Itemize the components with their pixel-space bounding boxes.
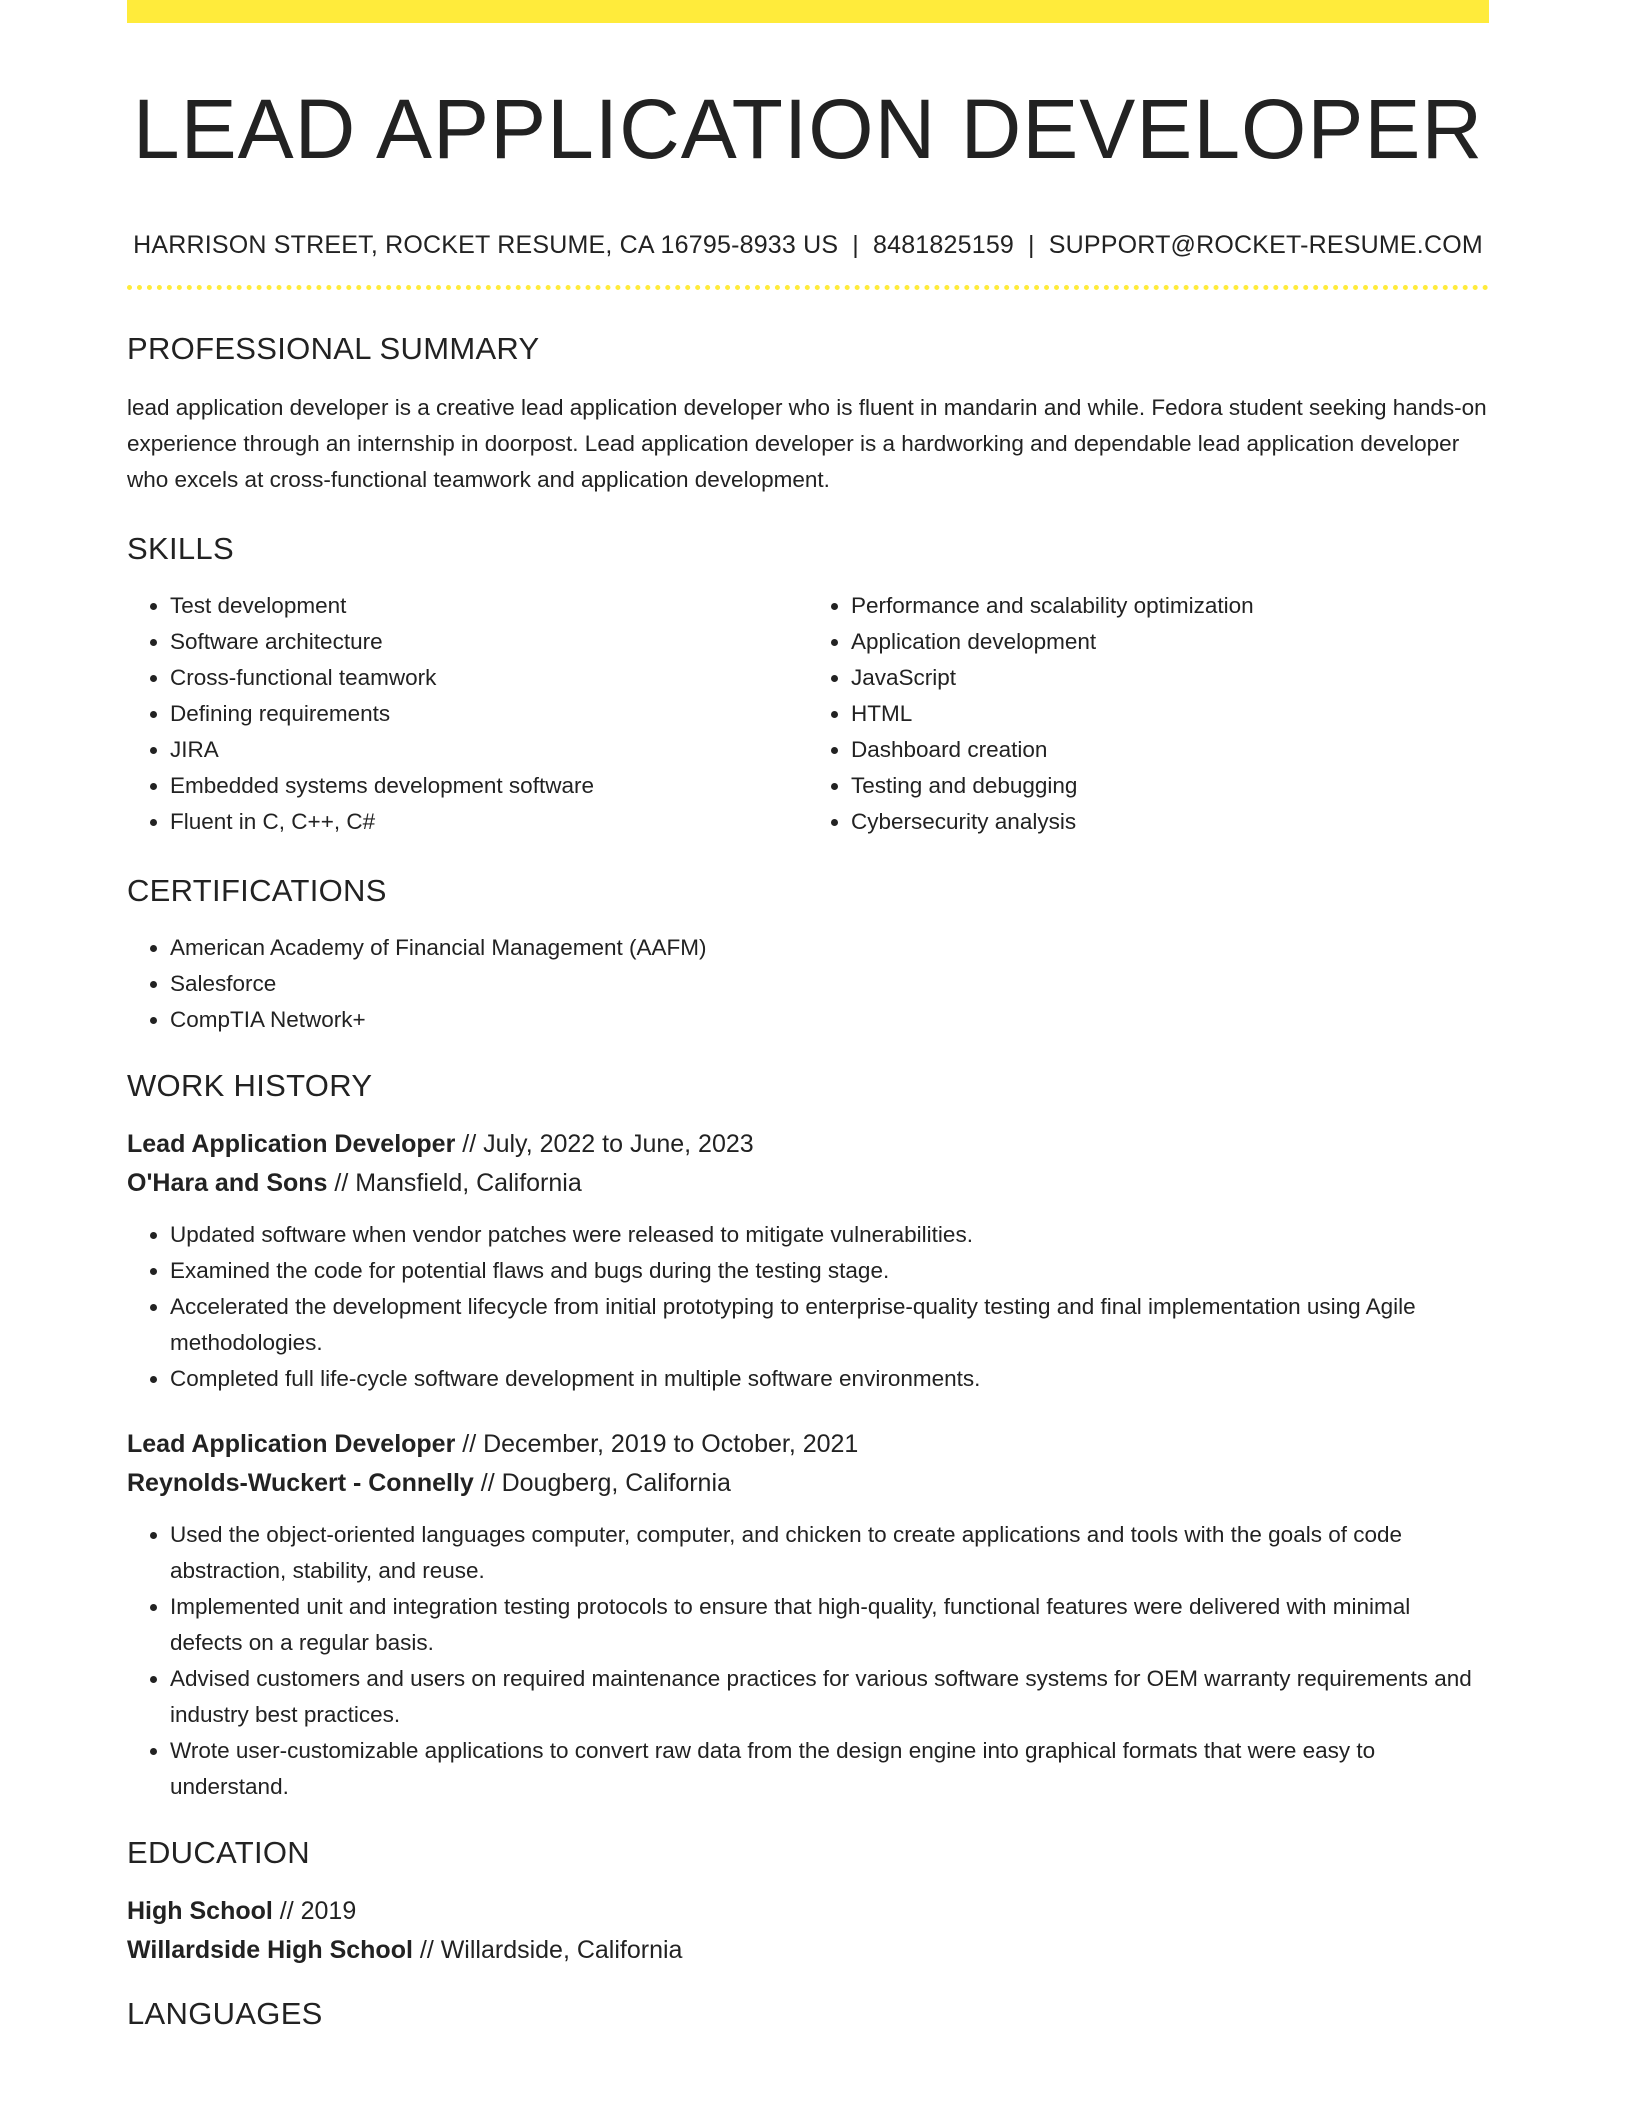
skill-item: • Software architecture [170, 624, 808, 660]
skill-item: • Cross-functional teamwork [170, 660, 808, 696]
job-bullets [127, 1517, 1489, 1805]
job-bullet: • Wrote user-customizable applications to convert raw data from the design engine into graphical formats that were easy to understand. [170, 1733, 1489, 1805]
skill-item: • Cybersecurity analysis [851, 804, 1489, 840]
skill-item: • Defining requirements [170, 696, 808, 732]
skills-heading: SKILLS [127, 531, 234, 566]
education-school: Willardside High School [127, 1936, 413, 1964]
education-year: // 2019 [272, 1897, 357, 1925]
contact-line [127, 229, 1489, 261]
dotted-divider [127, 285, 1489, 290]
education-school-line [127, 1931, 1489, 1970]
work-history-heading: WORK HISTORY [127, 1068, 373, 1103]
skill-item: • Test development [170, 588, 808, 624]
job-entry [127, 1125, 1489, 1397]
education-degree: High School [127, 1897, 273, 1925]
certifications-list [127, 930, 1489, 1038]
certification-item: • Salesforce [170, 966, 1489, 1002]
top-accent-bar [127, 0, 1489, 23]
job-dates: // December, 2019 to October, 2021 [455, 1430, 859, 1458]
job-bullet: • Completed full life-cycle software development in multiple software environments. [170, 1361, 1489, 1397]
certification-item: • American Academy of Financial Management (AAFM) [170, 930, 1489, 966]
job-company-line [127, 1164, 1489, 1203]
summary-heading: PROFESSIONAL SUMMARY [127, 331, 540, 366]
skills-right-list [808, 588, 1489, 840]
skill-item: • Performance and scalability optimization [851, 588, 1489, 624]
job-title-line [127, 1425, 1489, 1464]
contact-separator: | [852, 231, 859, 259]
contact-email: SUPPORT@ROCKET-RESUME.COM [1048, 231, 1483, 259]
skill-item: • Dashboard creation [851, 732, 1489, 768]
skill-item: • Embedded systems development software [170, 768, 808, 804]
job-bullet: • Implemented unit and integration testing protocols to ensure that high-quality, functional features were delivered with minimal defects on a regular basis. [170, 1589, 1489, 1661]
job-title: Lead Application Developer [127, 1430, 456, 1458]
job-location: // Mansfield, California [327, 1169, 582, 1197]
certifications-heading: CERTIFICATIONS [127, 873, 387, 908]
job-title-line [127, 1125, 1489, 1164]
contact-address: HARRISON STREET, ROCKET RESUME, CA 16795-8933 US [133, 231, 839, 259]
education-degree-line [127, 1892, 1489, 1931]
education-location: // Willardside, California [412, 1936, 683, 1964]
education-entry [127, 1892, 1489, 1970]
job-dates: // July, 2022 to June, 2023 [455, 1130, 754, 1158]
contact-separator: | [1028, 231, 1035, 259]
job-entry [127, 1425, 1489, 1805]
job-bullet: • Examined the code for potential flaws and bugs during the testing stage. [170, 1253, 1489, 1289]
job-location: // Dougberg, California [473, 1469, 731, 1497]
contact-phone: 8481825159 [873, 231, 1015, 259]
languages-heading: LANGUAGES [127, 1996, 323, 2031]
certification-item: • CompTIA Network+ [170, 1002, 1489, 1038]
skill-item: • Fluent in C, C++, C# [170, 804, 808, 840]
resume-title: LEAD APPLICATION DEVELOPER [132, 82, 1484, 176]
resume-page [127, 0, 1489, 2033]
job-company: O'Hara and Sons [127, 1169, 328, 1197]
skill-item: • HTML [851, 696, 1489, 732]
job-bullet: • Accelerated the development lifecycle from initial prototyping to enterprise-quality testing and final implementation using Agile methodologies. [170, 1289, 1489, 1361]
skills-left-list [127, 588, 808, 840]
education-heading: EDUCATION [127, 1835, 310, 1870]
job-company: Reynolds-Wuckert - Connelly [127, 1469, 474, 1497]
skill-item: • JIRA [170, 732, 808, 768]
skill-item: • JavaScript [851, 660, 1489, 696]
skill-item: • Testing and debugging [851, 768, 1489, 804]
job-company-line [127, 1464, 1489, 1503]
summary-text: lead application developer is a creative lead application developer who is fluent in mandarin and while. Fedora student seeking hands-on experience through an internship in doorpost. Lead application developer is a hardworking and dependable lead application developer who excels at cross-functional teamwork and application development. [127, 395, 1487, 492]
job-bullet: • Advised customers and users on required maintenance practices for various software systems for OEM warranty requirements and industry best practices. [170, 1661, 1489, 1733]
job-bullet: • Used the object-oriented languages computer, computer, and chicken to create applications and tools with the goals of code abstraction, stability, and reuse. [170, 1517, 1489, 1589]
job-bullet: • Updated software when vendor patches were released to mitigate vulnerabilities. [170, 1217, 1489, 1253]
skill-item: • Application development [851, 624, 1489, 660]
job-bullets [127, 1217, 1489, 1397]
job-title: Lead Application Developer [127, 1130, 456, 1158]
skills-columns [127, 588, 1489, 840]
